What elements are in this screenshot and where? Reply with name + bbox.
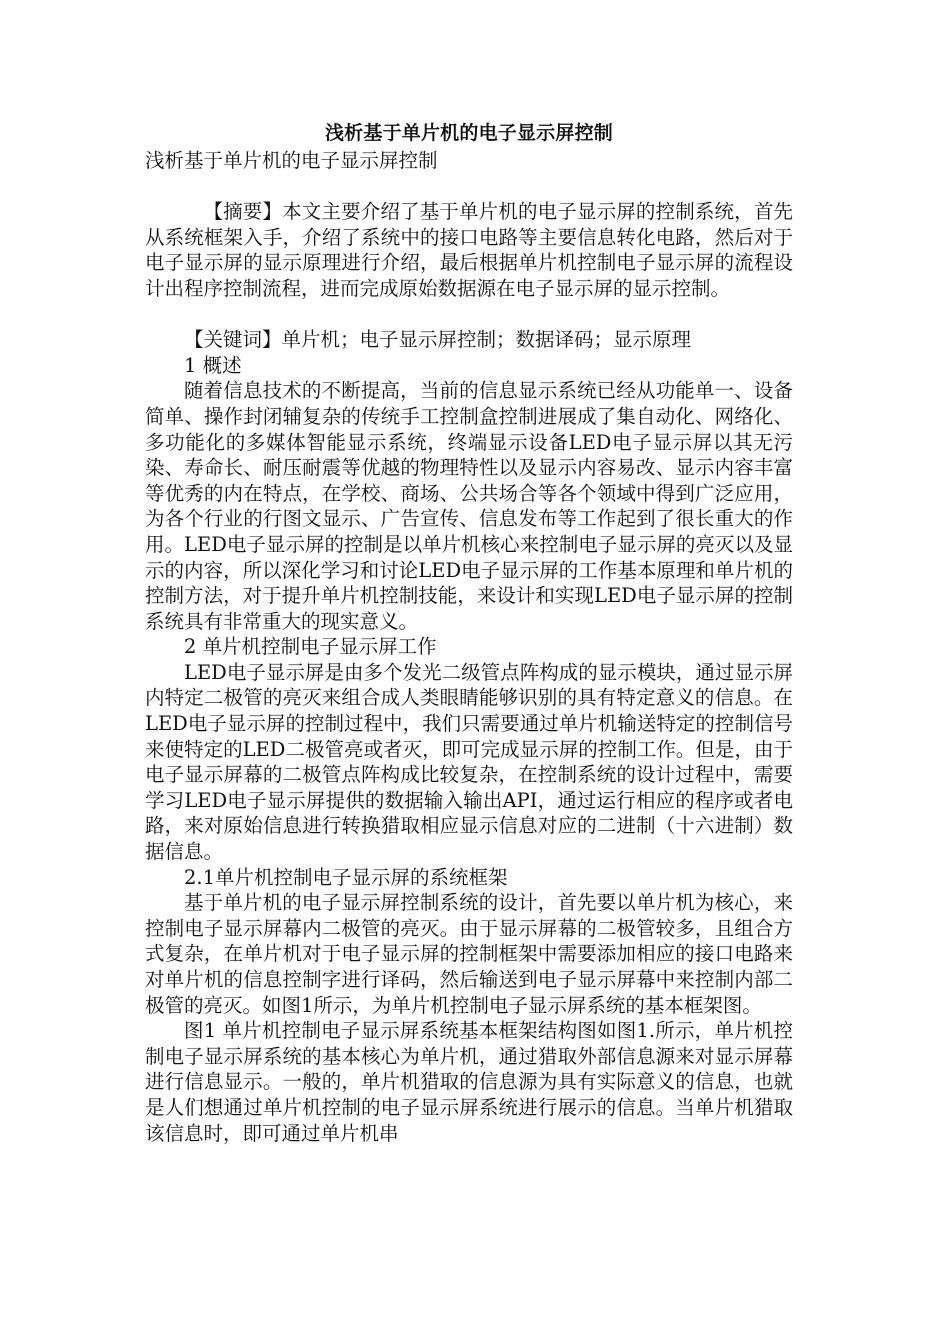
section-1-heading: 1 概述	[184, 353, 242, 377]
abstract-paragraph: 【摘要】本文主要介绍了基于单片机的电子显示屏的控制系统，首先从系统框架入手，介绍了系统中的接口电路等主要信息转化电路，然后对于电子显示屏的显示原理进行介绍，最后根据单片机控制电子显示屏的流程设计出程序控制流程，进而完成原始数据源在电子显示屏的显示控制。	[145, 200, 793, 300]
keywords-line: 【关键词】单片机；电子显示屏控制；数据译码；显示原理	[184, 328, 692, 352]
section-2-1-paragraph-2: 图1 单片机控制电子显示屏系统基本框架结构图如图1.所示，单片机控制电子显示屏系统的基本核心为单片机，通过猎取外部信息源来对显示屏幕进行信息显示。一般的，单片机猎取的信息源为具有实际意义的信息，也就是人们想通过单片机控制的电子显示屏系统进行展示的信息。当单片机猎取该信息时，即可通过单片机串	[145, 1019, 793, 1145]
document-page	[145, 118, 793, 1146]
blank-line	[145, 174, 793, 200]
blank-line	[145, 302, 793, 328]
section-2-1-paragraph-1: 基于单片机的电子显示屏控制系统的设计，首先要以单片机为核心，来控制电子显示屏幕内二极管的亮灭。由于显示屏幕的二极管较多，且组合方式复杂，在单片机对于电子显示屏的控制框架中需要添加相应的接口电路来对单片机的信息控制字进行译码，然后输送到电子显示屏幕中来控制内部二极管的亮灭。如图1所示，为单片机控制电子显示屏系统的基本框架图。	[145, 891, 793, 1017]
document-title: 浅析基于单片机的电子显示屏控制	[324, 122, 613, 144]
section-2-1-heading: 2.1单片机控制电子显示屏的系统框架	[184, 865, 508, 889]
section-1-paragraph: 随着信息技术的不断提高，当前的信息显示系统已经从功能单一、设备简单、操作封闭辅复杂的传统手工控制盒控制进展成了集自动化、网络化、多功能化的多媒体智能显示系统，终端显示设备LED电子显示屏以其无污染、寿命长、耐压耐震等优越的物理特性以及显示内容易改、显示内容丰富等优秀的内在特点，在学校、商场、公共场合等各个领域中得到广泛应用，为各个行业的行图文显示、广告宣传、信息发布等工作起到了很长重大的作用。LED电子显示屏的控制是以单片机核心来控制电子显示屏的亮灭以及显示的内容，所以深化学习和讨论LED电子显示屏的工作基本原理和单片机的控制方法，对于提升单片机控制技能，来设计和实现LED电子显示屏的控制系统具有非常重大的现实意义。	[145, 379, 793, 633]
document-subtitle: 浅析基于单片机的电子显示屏控制	[145, 149, 438, 172]
section-2-heading: 2 单片机控制电子显示屏工作	[184, 635, 437, 659]
section-2-paragraph: LED电子显示屏是由多个发光二级管点阵构成的显示模块，通过显示屏内特定二极管的亮灭来组合成人类眼睛能够识别的具有特定意义的信息。在LED电子显示屏的控制过程中，我们只需要通过单片机输送特定的控制信号来使特定的LED二极管亮或者灭，即可完成显示屏的控制工作。但是，由于电子显示屏幕的二极管点阵构成比较复杂，在控制系统的设计过程中，需要学习LED电子显示屏提供的数据输入输出API，通过运行相应的程序或者电路，来对原始信息进行转换猎取相应显示信息对应的二进制（十六进制）数据信息。	[145, 660, 793, 864]
